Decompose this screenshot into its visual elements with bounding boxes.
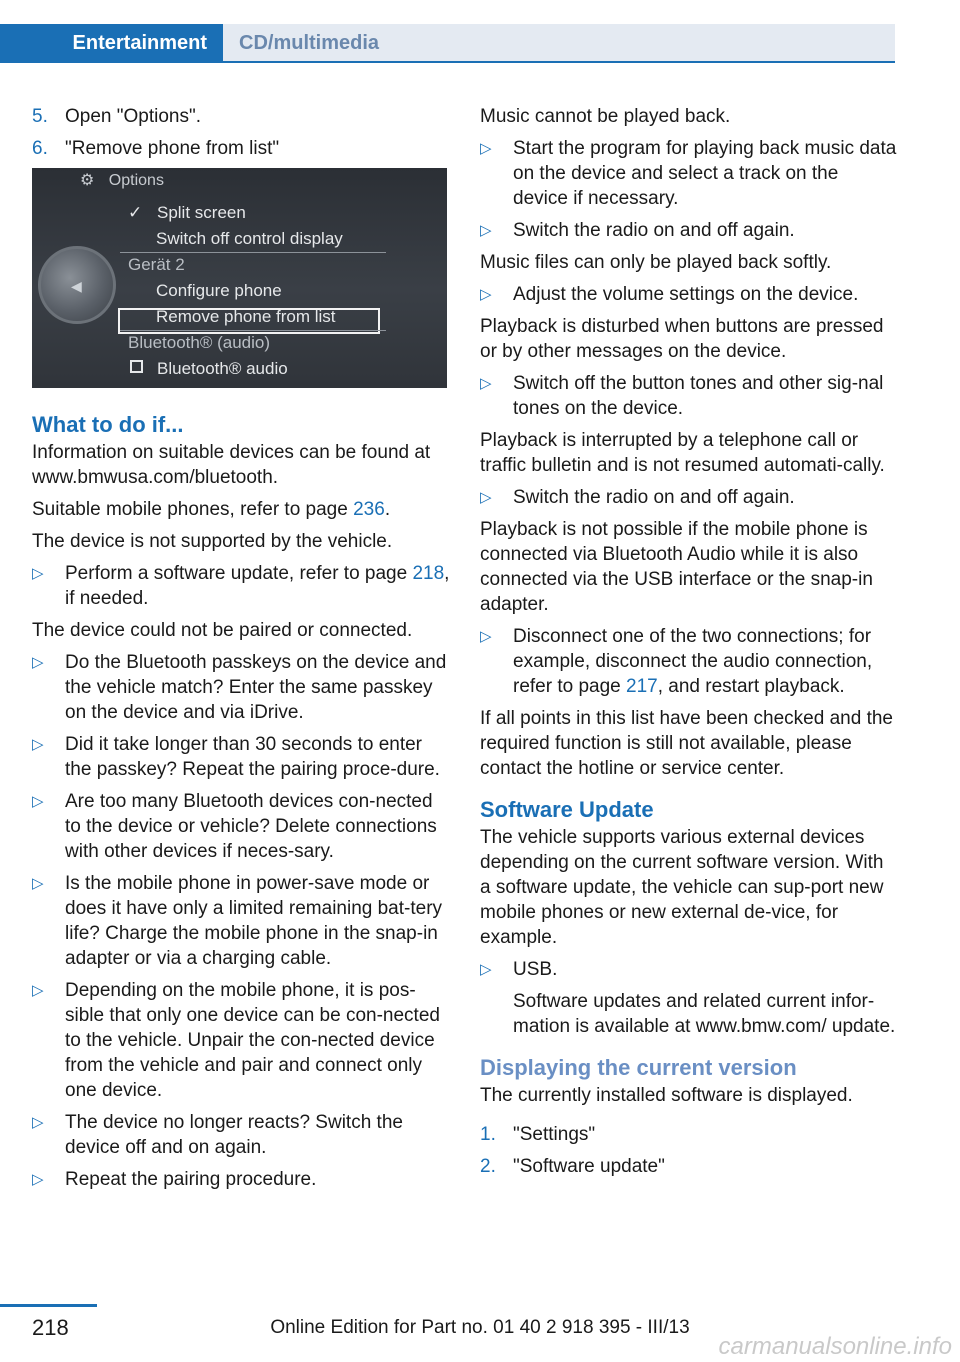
list-item: ▷ Repeat the pairing procedure. bbox=[32, 1169, 317, 1190]
not-supported-text: The device is not supported by the vehicle. bbox=[32, 531, 393, 552]
list-item: ▷ Perform a software update, refer to page 218, if needed. bbox=[32, 563, 450, 609]
controller-knob-icon: ◀ bbox=[38, 246, 116, 324]
screen-item-switch-off-display: Switch off control display bbox=[156, 229, 343, 248]
screen-group-geraet: Gerät 2 bbox=[128, 255, 185, 274]
triangle-bullet-icon: ▷ bbox=[32, 1171, 44, 1188]
triangle-bullet-icon: ▷ bbox=[32, 793, 44, 810]
screen-item-remove-phone: Remove phone from list bbox=[156, 307, 336, 326]
page-number: 218 bbox=[32, 1315, 69, 1340]
list-item: ▷ Disconnect one of the two connections; for example, disconnect the audio connection, refer to page 217, and restart playback. bbox=[480, 626, 873, 697]
screen-title: Options bbox=[108, 172, 164, 189]
list-item bbox=[480, 957, 898, 1039]
interrupted-text: Playback is interrupted by a telephone call or traffic bulletin and is not resumed automati-cally. bbox=[480, 430, 885, 476]
software-update-text: The vehicle supports various external devices depending on the current software version. With a software update, the vehicle can sup-port new mobile phones or new external de-vice, for example. bbox=[480, 827, 884, 948]
triangle-bullet-icon: ▷ bbox=[32, 654, 44, 671]
triangle-bullet-icon: ▷ bbox=[32, 982, 44, 999]
list-item: ▷ Switch the radio on and off again. bbox=[480, 220, 795, 241]
section-title-software-update: Software Update bbox=[480, 797, 654, 822]
screen-item-split-screen: ✓ Split screen bbox=[128, 203, 246, 222]
list-item: ▷ The device no longer reacts? Switch the device off and on again. bbox=[32, 1112, 403, 1158]
step-2 bbox=[480, 1154, 898, 1179]
list-item: ▷ Do the Bluetooth passkeys on the device and the vehicle match? Enter the same passkey on the device and via iDrive. bbox=[32, 652, 447, 723]
screen-group-bluetooth-audio: Bluetooth® (audio) bbox=[128, 333, 271, 352]
triangle-bullet-icon: ▷ bbox=[480, 140, 492, 157]
step-number: 6. bbox=[32, 138, 48, 159]
list-item: ▷ Is the mobile phone in power-save mode or does it have only a limited remaining bat-tery life? Charge the mobile phone in the snap-in adapter or via a charging cable. bbox=[32, 873, 443, 969]
right-column bbox=[480, 104, 898, 1186]
triangle-bullet-icon: ▷ bbox=[480, 628, 492, 645]
triangle-bullet-icon: ▷ bbox=[480, 222, 492, 239]
step-6 bbox=[32, 136, 450, 161]
screen-separator bbox=[120, 252, 386, 253]
list-item: ▷ Are too many Bluetooth devices con-nected to the device or vehicle? Delete connections with other devices if neces-sary. bbox=[32, 791, 437, 862]
triangle-bullet-icon: ▷ bbox=[32, 1114, 44, 1131]
softly-text: Music files can only be played back softly. bbox=[480, 252, 832, 273]
step-text: Open "Options". bbox=[65, 106, 202, 127]
page-link-217[interactable]: 217 bbox=[626, 676, 658, 697]
section-tab-cd-multimedia: CD/multimedia bbox=[223, 24, 895, 62]
page-link-236[interactable]: 236 bbox=[353, 499, 385, 520]
page-link-218[interactable]: 218 bbox=[412, 563, 445, 584]
list-item: ▷ Depending on the mobile phone, it is pos-sible that only one device can be con-nected to the vehicle. Unpair the con-nected device from the vehicle and pair and connect only one device. bbox=[32, 980, 440, 1101]
list-item: ▷ Switch the radio on and off again. bbox=[480, 487, 795, 508]
not-paired-text: The device could not be paired or connected. bbox=[32, 620, 413, 641]
footer-divider bbox=[0, 1304, 97, 1307]
triangle-bullet-icon: ▷ bbox=[32, 565, 44, 582]
left-column bbox=[32, 104, 450, 1199]
usb-label: USB. bbox=[513, 959, 558, 980]
screen-separator bbox=[120, 330, 386, 331]
section-title-current-version: Displaying the current version bbox=[480, 1055, 797, 1080]
list-item: ▷ Start the program for playing back music data on the device and select a track on the device if necessary. bbox=[480, 138, 897, 209]
step-text: "Software update" bbox=[513, 1156, 665, 1177]
not-possible-text: Playback is not possible if the mobile phone is connected via Bluetooth Audio while it is also connected via the USB interface or the snap-in adapter. bbox=[480, 519, 873, 615]
header-divider bbox=[0, 61, 895, 63]
version-text: The currently installed software is displayed. bbox=[480, 1085, 853, 1106]
section-title-what-to-do: What to do if... bbox=[32, 412, 184, 437]
list-item: ▷ Did it take longer than 30 seconds to enter the passkey? Repeat the pairing proce-dure. bbox=[32, 734, 440, 780]
checkmark-icon: ✓ bbox=[128, 203, 143, 222]
usb-text: Software updates and related current infor-mation is available at www.bmw.com/ update. bbox=[513, 991, 896, 1037]
suitable-phones-text: Suitable mobile phones, refer to page 236. bbox=[32, 499, 391, 520]
step-number: 1. bbox=[480, 1124, 496, 1145]
triangle-bullet-icon: ▷ bbox=[32, 736, 44, 753]
screen-item-configure-phone: Configure phone bbox=[156, 281, 282, 300]
section-tab-entertainment: Entertainment bbox=[0, 24, 223, 62]
step-number: 5. bbox=[32, 106, 48, 127]
triangle-bullet-icon: ▷ bbox=[480, 489, 492, 506]
options-gear-icon: ⚙ bbox=[80, 172, 95, 189]
intro-text: Information on suitable devices can be found at www.bmwusa.com/bluetooth. bbox=[32, 442, 431, 488]
step-text: "Settings" bbox=[513, 1124, 596, 1145]
triangle-bullet-icon: ▷ bbox=[480, 286, 492, 303]
edition-text: Online Edition for Part no. 01 40 2 918 395 - III/13 bbox=[270, 1317, 690, 1338]
list-item: ▷ Switch off the button tones and other sig-nal tones on the device. bbox=[480, 373, 884, 419]
step-number: 2. bbox=[480, 1156, 496, 1177]
triangle-bullet-icon: ▷ bbox=[480, 961, 492, 978]
disturbed-text: Playback is disturbed when buttons are pressed or by other messages on the device. bbox=[480, 316, 884, 362]
triangle-bullet-icon: ▷ bbox=[32, 875, 44, 892]
step-1 bbox=[480, 1122, 898, 1147]
list-item: ▷ Adjust the volume settings on the device. bbox=[480, 284, 859, 305]
step-text: "Remove phone from list" bbox=[65, 138, 280, 159]
checkbox-icon bbox=[130, 360, 143, 373]
idrive-options-screenshot bbox=[32, 168, 447, 388]
no-playback-text: Music cannot be played back. bbox=[480, 106, 731, 127]
page-header bbox=[0, 0, 895, 62]
watermark: carmanualsonline.info bbox=[718, 1333, 952, 1360]
checked-text: If all points in this list have been checked and the required function is still not available, please contact the hotline or service center. bbox=[480, 708, 893, 779]
step-5 bbox=[32, 104, 450, 129]
triangle-bullet-icon: ▷ bbox=[480, 375, 492, 392]
screen-item-bluetooth-audio: Bluetooth® audio bbox=[130, 358, 288, 380]
